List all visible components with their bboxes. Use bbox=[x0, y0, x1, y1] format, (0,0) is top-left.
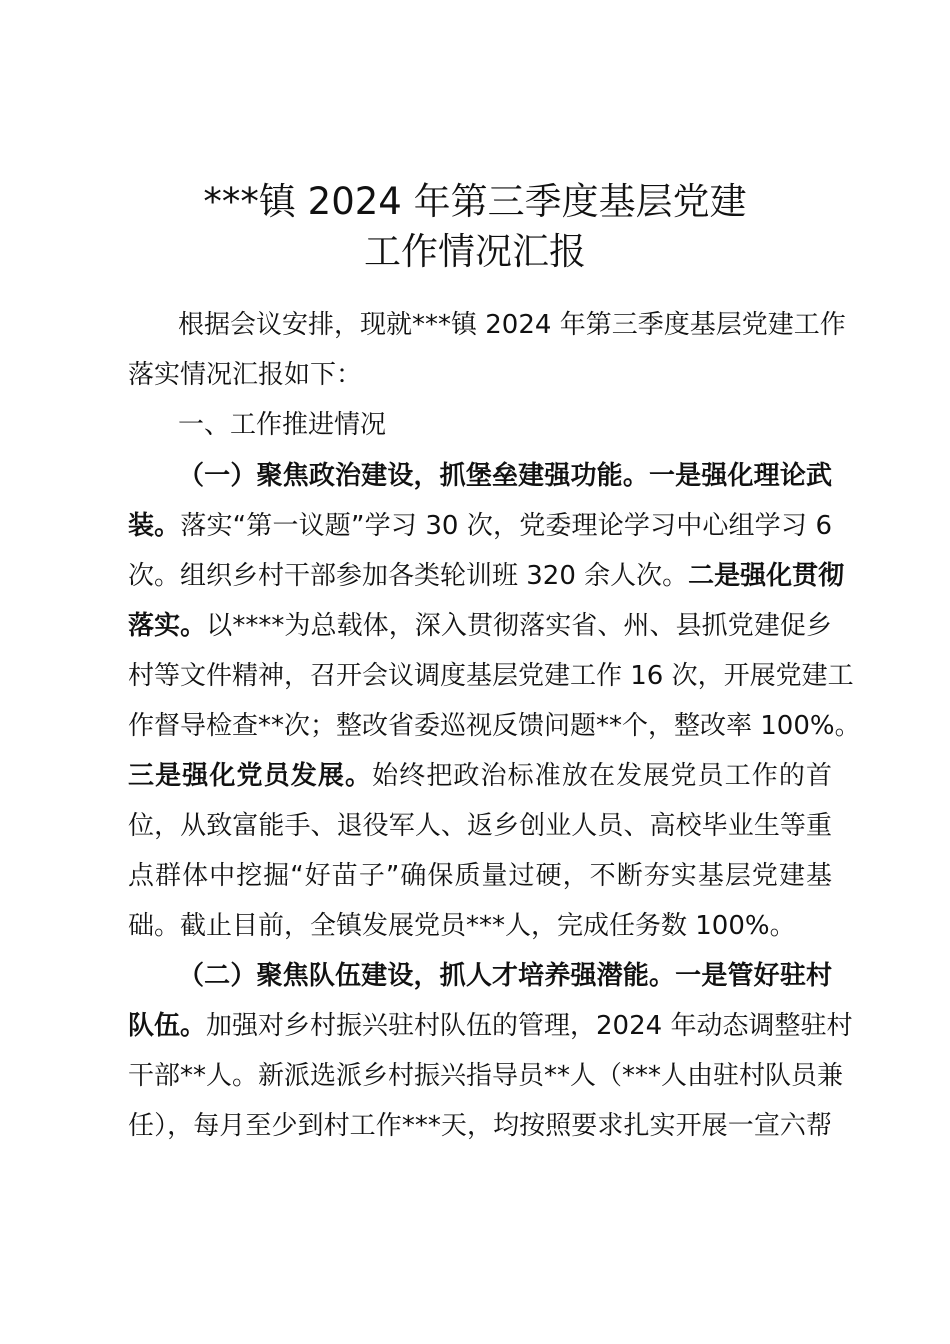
section2-line-2-text: 加强对乡村振兴驻村队伍的管理，2024 年动态调整驻村 bbox=[206, 1011, 853, 1041]
section1-line-5: 村等文件精神，召开会议调度基层党建工作 16 次，开展党建工 bbox=[128, 661, 854, 691]
section1-line-7 bbox=[128, 758, 832, 794]
section1-line-8: 位，从致富能手、退役军人、返乡创业人员、高校毕业生等重 bbox=[128, 811, 832, 841]
section2-line-2 bbox=[128, 1008, 853, 1044]
section1-line-2 bbox=[128, 508, 832, 544]
section1-line-7-bold: 三是强化党员发展。 bbox=[128, 761, 373, 791]
section1-line-6: 作督导检查**次；整改省委巡视反馈问题**个，整改率 100%。 bbox=[128, 711, 861, 741]
section2-line-2-bold: 队伍。 bbox=[128, 1011, 207, 1041]
section1-line-4 bbox=[128, 608, 832, 644]
section2-line-1: （二）聚焦队伍建设，抓人才培养强潜能。一是管好驻村 bbox=[178, 961, 832, 991]
intro-line-1: 根据会议安排，现就***镇 2024 年第三季度基层党建工作 bbox=[178, 310, 846, 340]
section1-line-4-text: 以****为总载体，深入贯彻落实省、州、县抓党建促乡 bbox=[206, 611, 832, 641]
intro-line-2: 落实情况汇报如下： bbox=[128, 360, 363, 390]
section1-line-3 bbox=[128, 558, 845, 594]
section-heading-1: 一、工作推进情况 bbox=[178, 410, 387, 440]
section1-line-9: 点群体中挖掘“好苗子”确保质量过硬，不断夯实基层党建基 bbox=[128, 861, 832, 891]
section2-line-3: 干部**人。新派选派乡村振兴指导员**人（***人由驻村队员兼 bbox=[128, 1061, 844, 1091]
section1-line-1: （一）聚焦政治建设，抓堡垒建强功能。一是强化理论武 bbox=[178, 461, 832, 491]
section1-line-4-bold: 落实。 bbox=[128, 611, 207, 641]
document-title-line-1: ***镇 2024 年第三季度基层党建 bbox=[203, 180, 747, 223]
section1-line-7-text: 始终把政治标准放在发展党员工作的首 bbox=[372, 761, 832, 791]
section2-line-4: 任），每月至少到村工作***天，均按照要求扎实开展一宣六帮 bbox=[128, 1111, 832, 1141]
section1-line-10: 础。截止目前，全镇发展党员***人，完成任务数 100%。 bbox=[128, 911, 796, 941]
section1-line-3-bold: 二是强化贯彻 bbox=[688, 561, 845, 591]
section1-line-3-text: 次。组织乡村干部参加各类轮训班 320 余人次。 bbox=[128, 561, 689, 591]
section1-line-2-text: 落实“第一议题”学习 30 次，党委理论学习中心组学习 6 bbox=[180, 511, 832, 541]
section1-line-2-bold: 装。 bbox=[128, 511, 181, 541]
document-title-line-2: 工作情况汇报 bbox=[364, 230, 586, 273]
